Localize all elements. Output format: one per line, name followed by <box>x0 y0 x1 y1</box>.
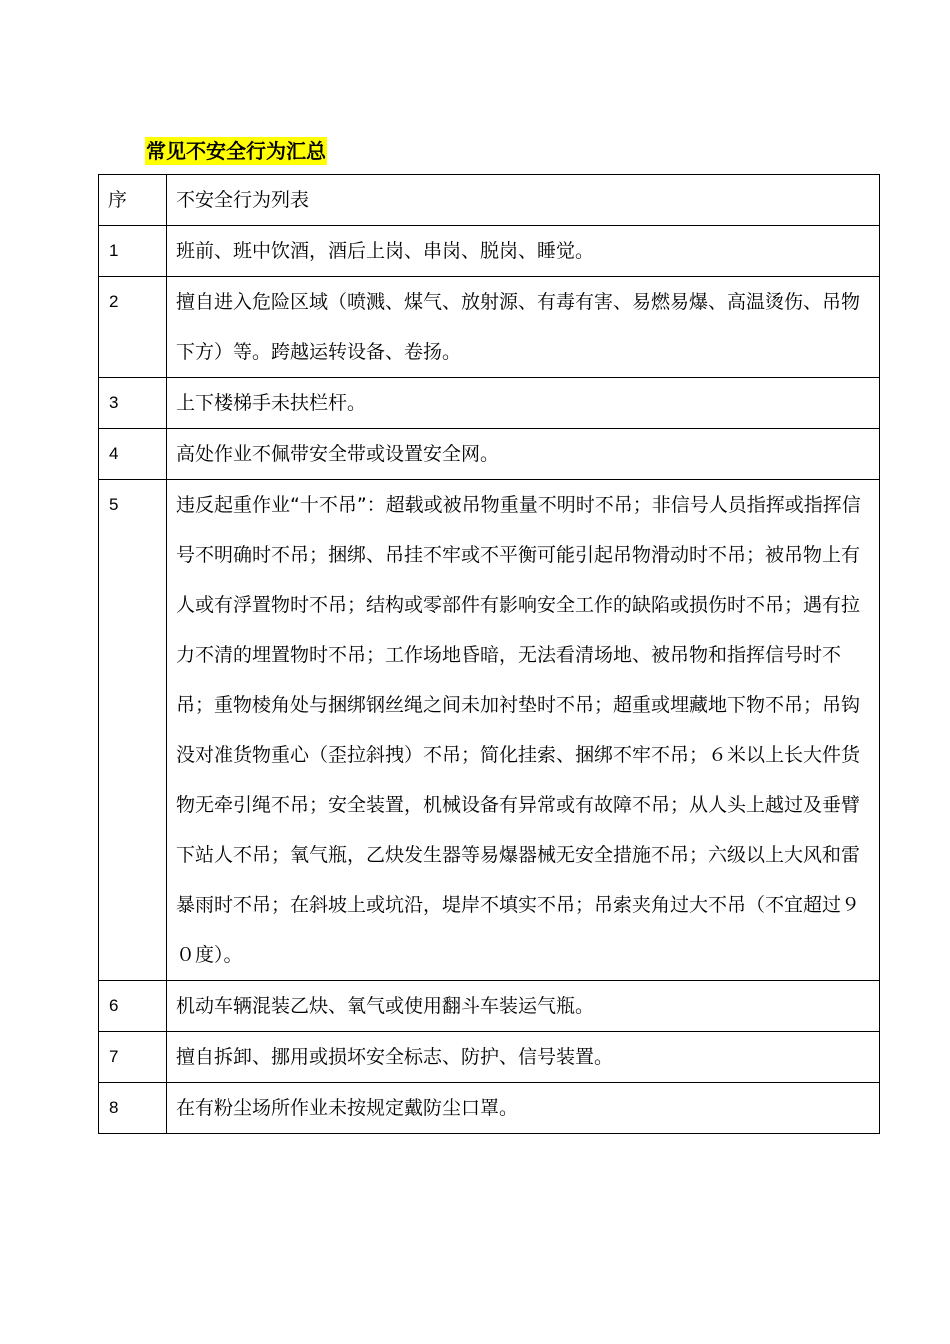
row-number: 2 <box>99 277 167 378</box>
table-row <box>99 1083 880 1134</box>
row-text: 擅自拆卸、挪用或损坏安全标志、防护、信号装置。 <box>167 1032 880 1083</box>
table-row <box>99 480 880 981</box>
row-number: 1 <box>99 226 167 277</box>
row-text: 上下楼梯手未扶栏杆。 <box>167 378 880 429</box>
row-number: 4 <box>99 429 167 480</box>
table-row <box>99 277 880 378</box>
table-row <box>99 429 880 480</box>
document-title: 常见不安全行为汇总 <box>146 139 326 163</box>
row-text: 违反起重作业“十不吊”：超载或被吊物重量不明时不吊；非信号人员指挥或指挥信号不明确时不吊；捆绑、吊挂不牢或不平衡可能引起吊物滑动时不吊；被吊物上有人或有浮置物时不吊；结构或零部件有影响安全工作的缺陷或损伤时不吊；遇有拉力不清的埋置物时不吊；工作场地昏暗，无法看清场地、被吊物和指挥信号时不吊；重物棱角处与捆绑钢丝绳之间未加衬垫时不吊；超重或埋藏地下物不吊；吊钩没对准货物重心（歪拉斜拽）不吊；简化挂索、捆绑不牢不吊；６米以上长大件货物无牵引绳不吊；安全装置，机械设备有异常或有故障不吊；从人头上越过及垂臂下站人不吊；氧气瓶，乙炔发生器等易爆器械无安全措施不吊；六级以上大风和雷暴雨时不吊；在斜坡上或坑沿，堤岸不填实不吊；吊索夹角过大不吊（不宜超过９０度）。 <box>167 480 880 981</box>
row-number: 5 <box>99 480 167 981</box>
unsafe-behavior-table <box>98 174 880 1134</box>
row-text: 在有粉尘场所作业未按规定戴防尘口罩。 <box>167 1083 880 1134</box>
row-number: 3 <box>99 378 167 429</box>
table-row <box>99 981 880 1032</box>
row-number: 7 <box>99 1032 167 1083</box>
header-behavior-list: 不安全行为列表 <box>167 175 880 226</box>
row-text: 机动车辆混装乙炔、氧气或使用翻斗车装运气瓶。 <box>167 981 880 1032</box>
row-text: 高处作业不佩带安全带或设置安全网。 <box>167 429 880 480</box>
row-number: 6 <box>99 981 167 1032</box>
row-text: 班前、班中饮酒，酒后上岗、串岗、脱岗、睡觉。 <box>167 226 880 277</box>
table-row <box>99 378 880 429</box>
row-text: 擅自进入危险区域（喷溅、煤气、放射源、有毒有害、易燃易爆、高温烫伤、吊物下方）等。跨越运转设备、卷扬。 <box>167 277 880 378</box>
table-row <box>99 1032 880 1083</box>
header-number: 序 <box>99 175 167 226</box>
row-number: 8 <box>99 1083 167 1134</box>
table-header-row <box>99 175 880 226</box>
table-row <box>99 226 880 277</box>
